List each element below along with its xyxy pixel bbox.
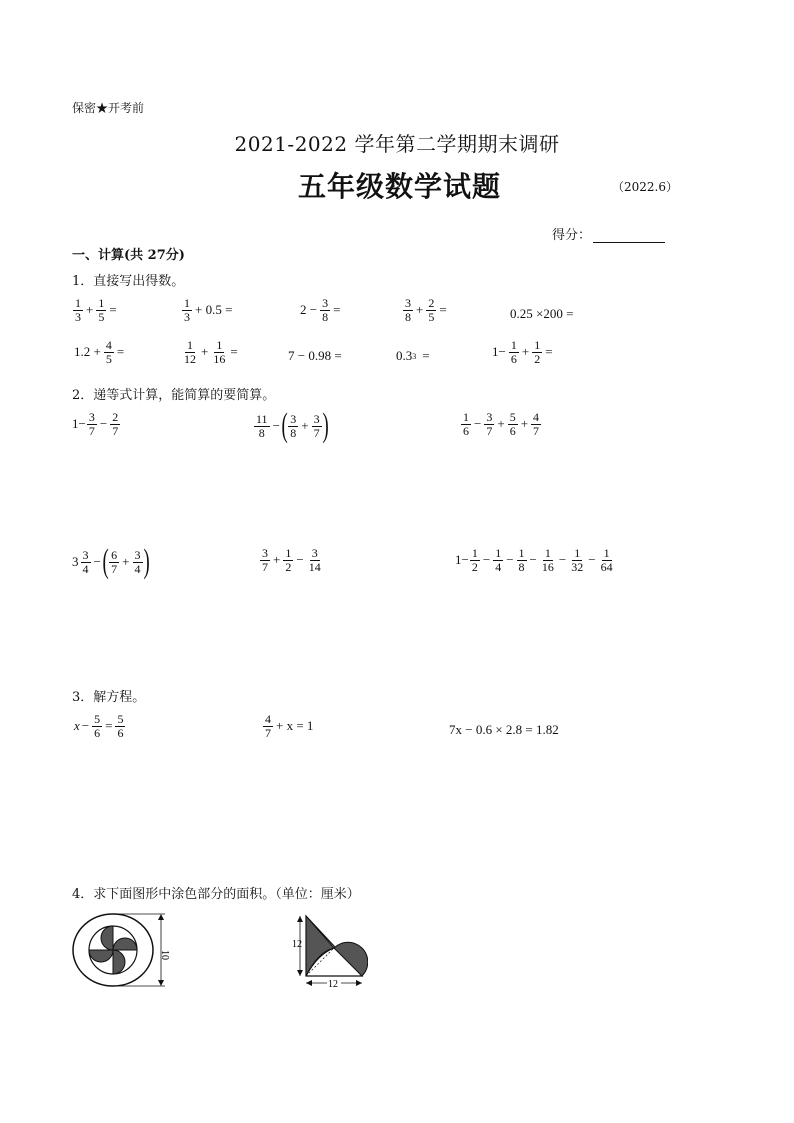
confidential-note: 保密★开考前 bbox=[72, 101, 145, 115]
fraction: $\frac{1}{2}$ bbox=[534, 338, 541, 366]
q1-r2-b: $\frac{1}{12}$ + $\frac{1}{16}$ = bbox=[184, 338, 238, 366]
fraction: $\frac{3}{14}$ bbox=[308, 546, 321, 574]
fraction: $\frac{4}{5}$ bbox=[105, 338, 112, 366]
fraction: $\frac{1}{32}$ bbox=[571, 546, 584, 574]
fraction: $\frac{5}{6}$ bbox=[117, 712, 124, 740]
fraction: $\frac{3}{7}$ bbox=[262, 546, 268, 574]
fraction: $\frac{1}{3}$ bbox=[75, 296, 81, 324]
fraction: $\frac{3}{4}$ bbox=[134, 547, 141, 576]
q2-c: $\frac{1}{6}$ − $\frac{3}{7}$ + $\frac{5}{6}$ + $\frac{4}{7}$ bbox=[463, 410, 540, 438]
fraction: $\frac{1}{6}$ bbox=[510, 338, 517, 366]
q1-r1-d: $\frac{3}{8}$ + $\frac{2}{5}$ = bbox=[405, 296, 447, 324]
score-field bbox=[552, 224, 665, 243]
exam-year-title: 2021-2022 学年第二学期期末调研 bbox=[234, 132, 560, 156]
fraction: $\frac{1}{12}$ bbox=[184, 338, 196, 366]
q1-r2-a: 1.2 + $\frac{4}{5}$ = bbox=[74, 338, 125, 366]
question-3-prompt: 3．解方程。 bbox=[72, 690, 146, 705]
q1-r2-c: 7 − 0.98 = bbox=[288, 348, 342, 363]
fraction: $\frac{1}{8}$ bbox=[518, 546, 525, 574]
fraction: $\frac{3}{7}$ bbox=[486, 410, 493, 438]
fraction: $\frac{1}{2}$ bbox=[471, 546, 478, 574]
fraction: $\frac{2}{5}$ bbox=[428, 296, 435, 324]
fraction: $\frac{1}{64}$ bbox=[600, 546, 613, 574]
fraction: $\frac{1}{6}$ bbox=[463, 410, 469, 438]
fraction: $\frac{1}{16}$ bbox=[541, 546, 554, 574]
q3-c: 7x − 0.6 × 2.8 = 1.82 bbox=[449, 722, 559, 737]
fraction: $\frac{5}{6}$ bbox=[509, 410, 516, 438]
fraction: $\frac{1}{4}$ bbox=[495, 546, 502, 574]
q2-f: 1− $\frac{1}{2}$ − $\frac{1}{4}$ − $\frac{1}{8}$ − $\frac{1}{16}$ − $\frac{1}{32}$ − $\frac{1}{64}$ bbox=[455, 546, 613, 574]
figure-2-bottom-dimension: 12 bbox=[328, 979, 338, 990]
fraction: $\frac{3}{8}$ bbox=[290, 411, 297, 440]
fraction: $\frac{1}{5}$ bbox=[98, 296, 105, 324]
score-blank bbox=[593, 230, 665, 243]
fraction: $\frac{3}{4}$ bbox=[82, 547, 89, 576]
q1-r2-e: 1− $\frac{1}{6}$ + $\frac{1}{2}$ = bbox=[492, 338, 553, 366]
fraction: $\frac{3}{7}$ bbox=[313, 411, 320, 440]
figure-1-dimension: 10 bbox=[159, 950, 170, 960]
fraction: $\frac{1}{3}$ bbox=[184, 296, 190, 324]
figure-2-triangle bbox=[288, 912, 368, 990]
q2-e: $\frac{3}{7}$ + $\frac{1}{2}$ − $\frac{3}{14}$ bbox=[262, 546, 321, 574]
fraction: $\frac{1}{2}$ bbox=[285, 546, 292, 574]
question-1-prompt: 1．直接写出得数。 bbox=[72, 274, 185, 289]
fraction: $\frac{1}{16}$ bbox=[213, 338, 226, 366]
fraction: $\frac{3}{8}$ bbox=[405, 296, 411, 324]
figure-1-pinwheel bbox=[70, 912, 180, 990]
fraction: $\frac{3}{8}$ bbox=[322, 296, 329, 324]
fraction: $\frac{2}{7}$ bbox=[112, 410, 119, 438]
q1-r1-c: 2 − $\frac{3}{8}$ = bbox=[300, 296, 341, 324]
fraction: $\frac{5}{6}$ bbox=[94, 712, 101, 740]
q1-r1-e: 0.25 ×200 = bbox=[510, 306, 574, 321]
fraction: $\frac{4}{7}$ bbox=[265, 712, 271, 740]
fraction: $\frac{3}{7}$ bbox=[88, 410, 95, 438]
q1-r2-d: 0.3 3 = bbox=[396, 348, 430, 363]
fraction: $\frac{4}{7}$ bbox=[533, 410, 540, 438]
q2-d: 3 $\frac{3}{4}$ − ( $\frac{6}{7}$ + $\frac{3}{4}$ ) bbox=[72, 543, 150, 580]
q1-r1-a: $\frac{1}{3}$ + $\frac{1}{5}$ = bbox=[75, 296, 117, 324]
question-4-prompt: 4．求下面图形中涂色部分的面积。（单位：厘米） bbox=[72, 887, 360, 902]
q1-r1-b: $\frac{1}{3}$ + 0.5 = bbox=[184, 296, 233, 324]
fraction: $\frac{11}{8}$ bbox=[256, 411, 268, 440]
q3-a: x − $\frac{5}{6}$ = $\frac{5}{6}$ bbox=[74, 712, 124, 740]
q2-b: $\frac{11}{8}$ − ( $\frac{3}{8}$ + $\frac{3}{7}$ ) bbox=[256, 407, 329, 444]
q3-b: $\frac{4}{7}$ + x = 1 bbox=[265, 712, 314, 740]
fraction: $\frac{6}{7}$ bbox=[111, 547, 118, 576]
q2-a: 1− $\frac{3}{7}$ − $\frac{2}{7}$ bbox=[72, 410, 119, 438]
exam-date: （2022.6） bbox=[612, 180, 678, 194]
score-label: 得分： bbox=[552, 228, 592, 243]
exam-title: 五年级数学试题 bbox=[298, 170, 502, 203]
question-2-prompt: 2．递等式计算，能简算的要简算。 bbox=[72, 388, 276, 403]
section-heading: 一、计算(共 27分) bbox=[72, 248, 185, 263]
figure-2-side-dimension: 12 bbox=[292, 939, 302, 950]
